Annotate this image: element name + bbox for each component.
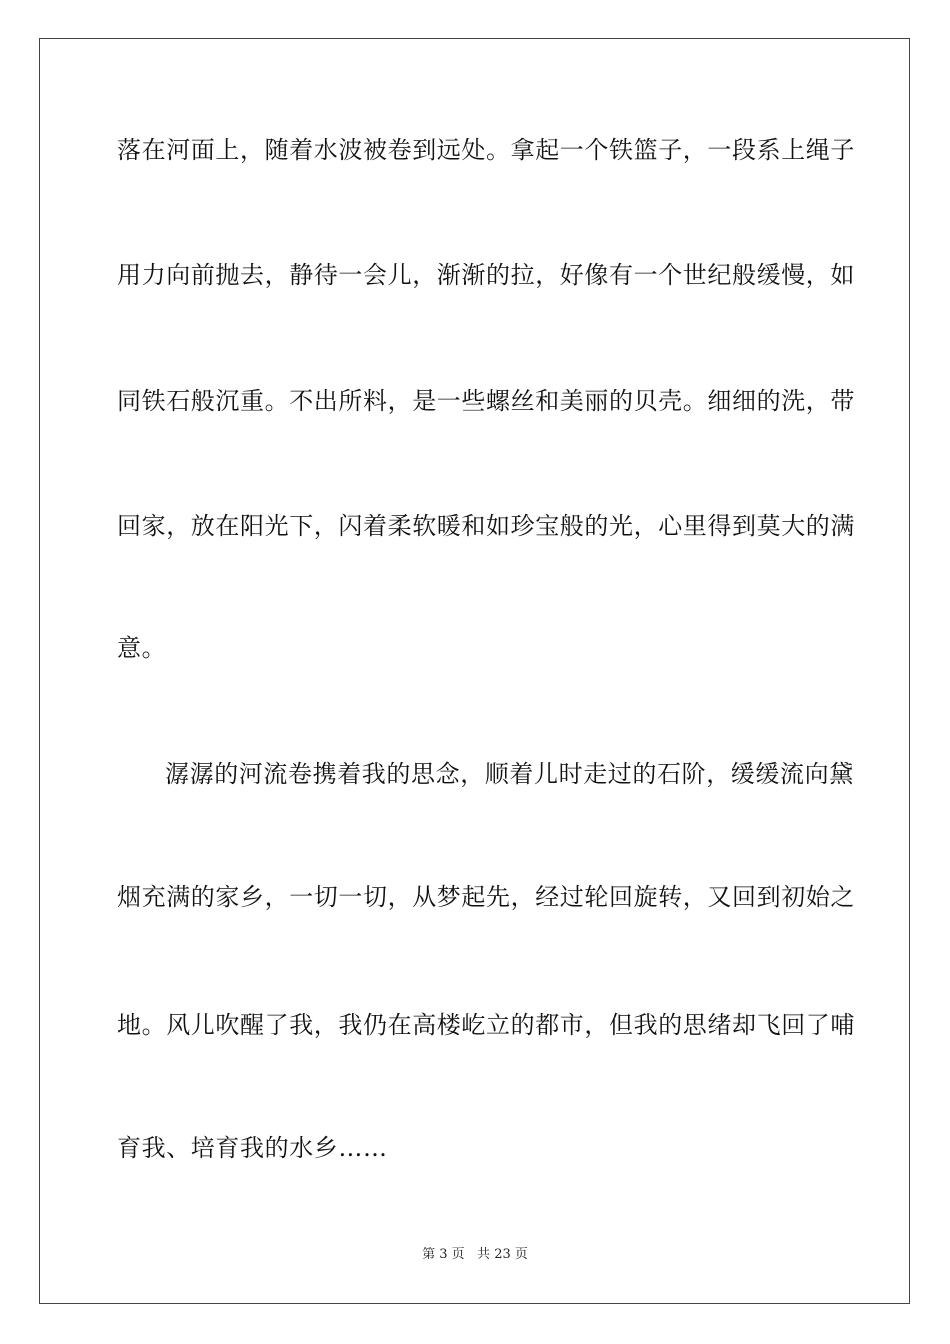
body-text-line: 烟充满的家乡，一切一切，从梦起先，经过轮回旋转，又回到初始之 — [117, 883, 855, 911]
body-text-line: 用力向前抛去，静待一会儿，渐渐的拉，好像有一个世纪般缓慢，如 — [117, 261, 855, 289]
body-text-line: 地。风儿吹醒了我，我仍在高楼屹立的都市，但我的思绪却飞回了哺 — [117, 1011, 855, 1039]
body-text-line: 回家，放在阳光下，闪着柔软暖和如珍宝般的光，心里得到莫大的满 — [117, 512, 855, 540]
page-number-footer: 第 3 页 共 23 页 — [422, 1247, 528, 1262]
page-border — [39, 38, 910, 1304]
body-text-line: 落在河面上，随着水波被卷到远处。拿起一个铁篮子，一段系上绳子 — [117, 136, 855, 164]
body-text-line: 同铁石般沉重。不出所料，是一些螺丝和美丽的贝壳。细细的洗，带 — [117, 387, 855, 415]
body-text-line: 意。 — [117, 634, 167, 662]
body-text-line: 育我、培育我的水乡…… — [117, 1134, 388, 1162]
paragraph-first-line: 潺潺的河流卷携着我的思念，顺着儿时走过的石阶，缓缓流向黛 — [165, 760, 854, 788]
